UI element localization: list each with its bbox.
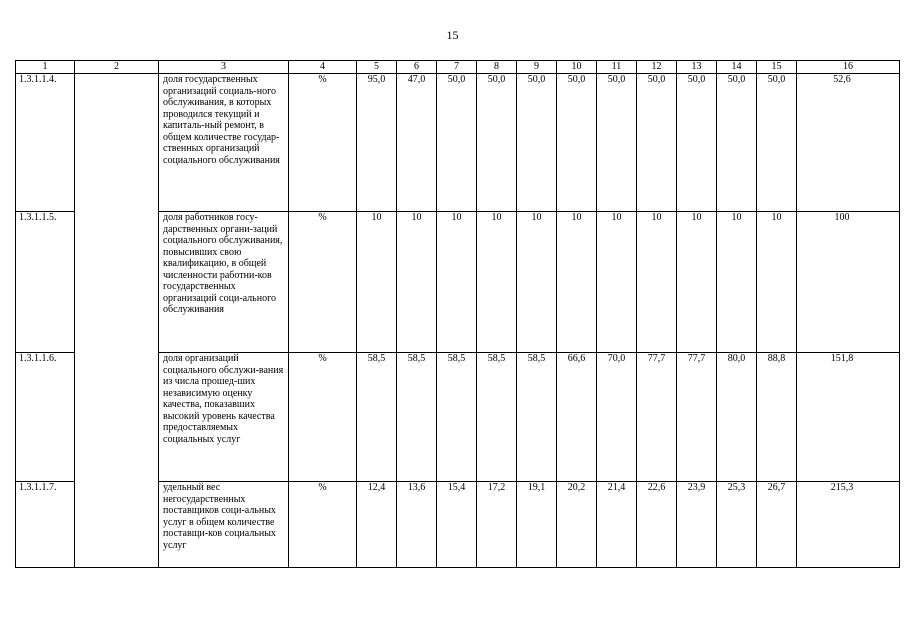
indicator-code: 1.3.1.1.7. — [16, 482, 75, 568]
value-cell: 26,7 — [757, 482, 797, 568]
value-cell: 80,0 — [717, 353, 757, 482]
page-number: 15 — [446, 28, 459, 42]
unit-cell: % — [289, 482, 357, 568]
header-cell: 4 — [289, 61, 357, 74]
header-cell: 15 — [757, 61, 797, 74]
column-2-cell — [75, 74, 159, 568]
header-cell: 7 — [437, 61, 477, 74]
value-cell: 17,2 — [477, 482, 517, 568]
indicator-name: удельный вес негосударственных поставщиков соци-альных услуг в общем количестве поставщи-ков социальных услуг — [159, 482, 289, 568]
value-cell: 58,5 — [517, 353, 557, 482]
header-cell: 14 — [717, 61, 757, 74]
value-cell: 58,5 — [357, 353, 397, 482]
value-cell: 23,9 — [677, 482, 717, 568]
value-cell: 88,8 — [757, 353, 797, 482]
value-cell: 10 — [717, 212, 757, 353]
value-cell: 10 — [437, 212, 477, 353]
indicator-code: 1.3.1.1.6. — [16, 353, 75, 482]
unit-cell: % — [289, 353, 357, 482]
value-cell: 77,7 — [677, 353, 717, 482]
value-cell: 10 — [637, 212, 677, 353]
value-cell: 50,0 — [677, 74, 717, 212]
header-cell: 13 — [677, 61, 717, 74]
value-cell: 50,0 — [517, 74, 557, 212]
header-cell: 1 — [16, 61, 75, 74]
value-cell: 151,8 — [797, 353, 900, 482]
value-cell: 10 — [677, 212, 717, 353]
value-cell: 70,0 — [597, 353, 637, 482]
value-cell: 10 — [477, 212, 517, 353]
value-cell: 58,5 — [437, 353, 477, 482]
header-cell: 12 — [637, 61, 677, 74]
value-cell: 100 — [797, 212, 900, 353]
value-cell: 15,4 — [437, 482, 477, 568]
indicator-table — [15, 60, 900, 568]
value-cell: 50,0 — [597, 74, 637, 212]
indicator-name: доля государственных организаций социаль-ного обслуживания, в которых проводился текущий и капиталь-ный ремонт, в общем количестве государ-ственных организаций социального обслуживания — [159, 74, 289, 212]
value-cell: 50,0 — [757, 74, 797, 212]
value-cell: 12,4 — [357, 482, 397, 568]
value-cell: 50,0 — [637, 74, 677, 212]
value-cell: 58,5 — [477, 353, 517, 482]
header-cell: 5 — [357, 61, 397, 74]
value-cell: 20,2 — [557, 482, 597, 568]
value-cell: 13,6 — [397, 482, 437, 568]
value-cell: 66,6 — [557, 353, 597, 482]
value-cell: 10 — [397, 212, 437, 353]
value-cell: 50,0 — [557, 74, 597, 212]
value-cell: 50,0 — [437, 74, 477, 212]
value-cell: 77,7 — [637, 353, 677, 482]
indicator-code: 1.3.1.1.4. — [16, 74, 75, 212]
value-cell: 25,3 — [717, 482, 757, 568]
value-cell: 10 — [557, 212, 597, 353]
value-cell: 215,3 — [797, 482, 900, 568]
header-cell: 6 — [397, 61, 437, 74]
value-cell: 50,0 — [717, 74, 757, 212]
header-cell: 9 — [517, 61, 557, 74]
header-cell: 2 — [75, 61, 159, 74]
table-row — [16, 74, 900, 212]
header-row — [16, 61, 900, 74]
value-cell: 10 — [517, 212, 557, 353]
header-cell: 8 — [477, 61, 517, 74]
value-cell: 22,6 — [637, 482, 677, 568]
value-cell: 21,4 — [597, 482, 637, 568]
value-cell: 58,5 — [397, 353, 437, 482]
value-cell: 10 — [597, 212, 637, 353]
value-cell: 52,6 — [797, 74, 900, 212]
header-cell: 16 — [797, 61, 900, 74]
indicator-code: 1.3.1.1.5. — [16, 212, 75, 353]
value-cell: 10 — [357, 212, 397, 353]
unit-cell: % — [289, 74, 357, 212]
indicator-name: доля работников госу-дарственных органи-заций социального обслуживания, повысивших свою квалификацию, в общей численности работни-ков государственных организаций соци-ального обслуживания — [159, 212, 289, 353]
value-cell: 47,0 — [397, 74, 437, 212]
header-cell: 11 — [597, 61, 637, 74]
indicator-name: доля организаций социального обслужи-вания из числа прошед-ших независимую оценку качества, показавших высокий уровень качества предоставляемых социальных услуг — [159, 353, 289, 482]
header-cell: 3 — [159, 61, 289, 74]
unit-cell: % — [289, 212, 357, 353]
value-cell: 95,0 — [357, 74, 397, 212]
header-cell: 10 — [557, 61, 597, 74]
value-cell: 10 — [757, 212, 797, 353]
value-cell: 50,0 — [477, 74, 517, 212]
value-cell: 19,1 — [517, 482, 557, 568]
